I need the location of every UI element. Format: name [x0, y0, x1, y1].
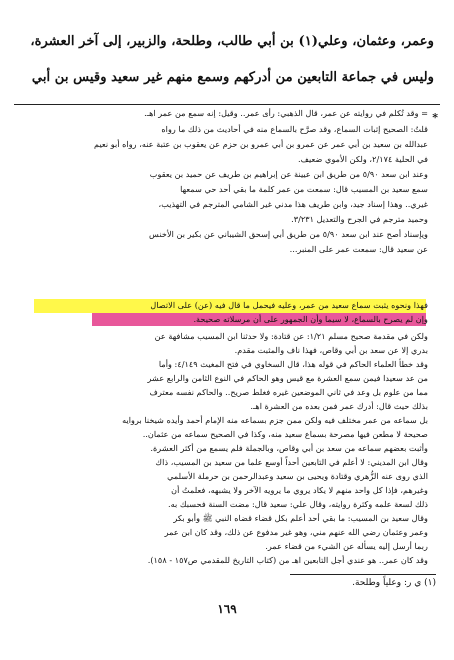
note-line: وأثبت بعضهم سماعه من سعد بن أبي وقاص، وبالجملة فلم يسمع من أكثر العشرة. [150, 443, 428, 453]
note-line: ولكن في مقدمة صحيح مسلم ١/٢١: عن قتادة: ولا حدثنا ابن المسيب مشافهة عن [154, 331, 428, 341]
highlighted-line: وإن لم يصرح بالسماع، لا سيما وأن الجمهور على أن مرسلاته صحيحة. [193, 314, 428, 324]
note-line: وقد خطأ العلماء الحاكم في قوله هذا، قال السخاوي في فتح المغيث ٤/١٤٩: وأما [158, 359, 428, 369]
note-line: بذلك حيث قال: أدرك عمر فمن بعده من العشرة اهـ. [250, 401, 428, 411]
note-line: وعند ابن سعد ٥/٩٠ من طريق ابن عيينة عن إبراهيم بن طريف عن حميد بن يعقوب [149, 169, 428, 179]
section-divider [14, 104, 440, 105]
main-text-line: وليس في جماعة التابعين من أدركهم وسمع منهم غير سعيد وقيس بن أبي [31, 70, 434, 85]
note-line: بل سماعه من عمر مختلف فيه ولكن ممن جزم بسماعه منه الإمام أحمد وأيده شيخنا بروايه [122, 415, 428, 425]
note-line: عبدالله بن سعيد بن أبي عمر عن عمرو بن أبي عمرو بن حزم عن يعقوب بن عتبة عنه، رواه أبو نعيم [94, 139, 428, 149]
highlighted-line: فهذا ونحوه يثبت سماع سعيد من عمر، وعليه فيحمل ما قال فيه (عن) على الاتصال [150, 300, 428, 310]
note-line: وقال سعيد بن المسيب: ما بقي أحد أعلم بكل قضاء قضاه النبي ﷺ وأبو بكر [173, 513, 428, 523]
note-line: عن سعيد قال: سمعت عمر على المنبر... [289, 244, 428, 254]
footnote: (١) ي ر: وعلياً وطلحة. [352, 578, 436, 588]
asterisk-marker: * [432, 111, 438, 124]
note-line: = وقد تُكلم في روايته عن عمر، قال الذهبي: رأى عمر.. وقيل: إنه سمع من عمر اهـ. [144, 108, 428, 118]
note-line: ربما أرسل إليه يسأله عن الشيء من قضاء عمر. [265, 541, 428, 551]
note-line: غيري.. وهذا إسناد جيد، وابن طريف هذا مدني غير الشامي المترجم في التهذيب، [158, 199, 428, 209]
note-line: وقد كان عمر.. هو عندي أجل التابعين اهـ من (كتاب التاريخ للمقدمي ص١٥٧ - ١٥٨). [147, 555, 428, 565]
note-line: ويإسناد أصح عند ابن سعد ٥/٩٠ من طريق أبي إسحق الشيباني عن بكير بن الأخنس [149, 229, 428, 239]
note-line: ذلك لسعة علمه وكثرة روايته، وقال علي: سعيد قال: مضت السنة فحسبك به. [167, 499, 428, 509]
note-line: الذي روى عنه الزُّهري وقتادة ويحيى بن سعيد وعبدالرحمن بن حرملة الأسلمي [167, 471, 428, 481]
note-line: صحيحة لا مطعن فيها مصرحة بسماع سعيد منه، وكذا في الصحيح سماعه من عثمان.. [142, 429, 428, 439]
note-line: في الحلية ٢/١٧٤، ولكن الأموي ضعيف. [297, 154, 428, 164]
main-text-line: وعمر، وعثمان، وعلي(١) بن أبي طالب، وطلحة، والزبير، إلى آخر العشرة، [30, 34, 434, 49]
page-number: ١٦٩ [217, 602, 237, 616]
note-line: وقال ابن المديني: لا أعلم في التابعين أحداً أوسع علما من سعيد بن المسيب، ذاك [155, 457, 428, 467]
note-line: وعمر وعثمان رضي الله عنهم مني، وهو غير مدفوع عن ذلك، وقد كان ابن عمر [164, 527, 428, 537]
note-line: بدري إلا عن سعد بن أبي وقاص، فهذا ناف والمثبت مقدم. [234, 345, 428, 355]
note-line: قلتُ: الصحيح إثبات السماع، وقد صرَّح بالسماع منه في أحاديث من ذلك ما رواه [161, 124, 428, 134]
footnote-divider [290, 574, 436, 575]
note-line: مما من علوم بل وعد في ثاني الموضعين غيره فغلط صريح.. والحاكم نفسه معترف [149, 387, 428, 397]
note-line: سمع سعيد بن المسيب قال: سمعت من عمر كلمة ما بقي أحد حي سمعها [180, 184, 428, 194]
note-line: من عد سعيدا فيمن سمع العشرة مع قيس وهو الحاكم في النوع الثامن والرابع عشر [147, 373, 428, 383]
note-line: وحميد مترجم في الجرح والتعديل ٣/٢٣١. [291, 214, 428, 224]
note-line: وغيرهم، فإذا كل واحد منهم لا يكاد يروي ما يرويه الآخر ولا يشبهه، فعلمتُ أن [171, 485, 428, 495]
